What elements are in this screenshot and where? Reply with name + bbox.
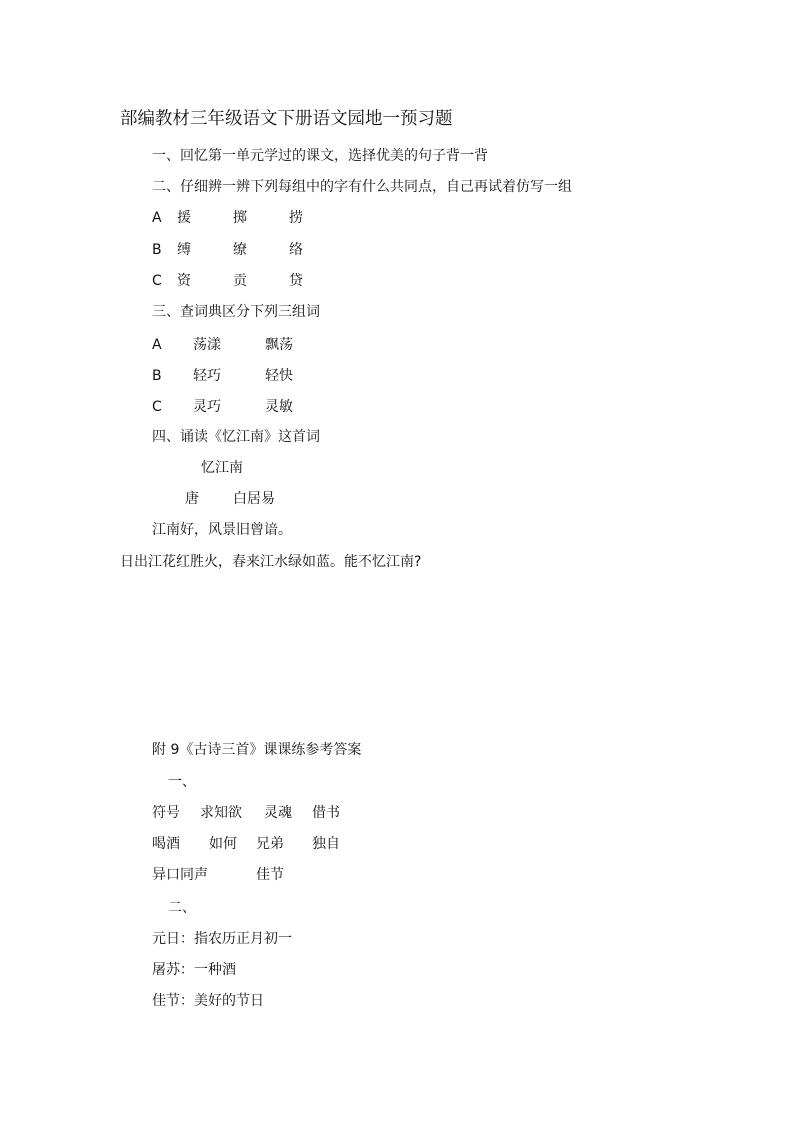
- poem-line-1: 江南好，风景旧曾谙。: [152, 522, 292, 538]
- answer-word: 灵魂: [264, 805, 292, 821]
- question-3-prompt: 三、查词典区分下列三组词: [152, 304, 320, 320]
- character: 络: [289, 242, 303, 258]
- question-4-prompt: 四、诵读《忆江南》这首词: [152, 429, 320, 445]
- character: 贡: [233, 273, 247, 289]
- question-1: 一、回忆第一单元学过的课文，选择优美的句子背一背: [152, 148, 488, 164]
- character: 缚: [177, 242, 191, 258]
- row-label: B: [152, 242, 162, 258]
- word: 轻快: [265, 368, 293, 384]
- row-label: C: [152, 399, 162, 415]
- page-title: 部编教材三年级语文下册语文园地一预习题: [120, 109, 453, 129]
- answer-definition: 屠苏：一种酒: [152, 962, 236, 978]
- answer-definition: 佳节：美好的节日: [152, 993, 264, 1009]
- row-label: A: [152, 337, 162, 353]
- poem-author: 白居易: [233, 491, 275, 507]
- row-label: C: [152, 273, 162, 289]
- word: 灵巧: [193, 399, 221, 415]
- poem-line-2: 日出江花红胜火，春来江水绿如蓝。能不忆江南?: [120, 554, 422, 570]
- character: 掷: [233, 210, 247, 226]
- answer-word: 符号: [152, 805, 180, 821]
- character: 资: [177, 273, 191, 289]
- answer-word: 独自: [312, 836, 340, 852]
- question-2-prompt: 二、仔细辨一辨下列每组中的字有什么共同点，自己再试着仿写一组: [152, 179, 572, 195]
- word: 轻巧: [193, 368, 221, 384]
- poem-dynasty: 唐: [185, 491, 199, 507]
- answer-definition: 元日：指农历正月初一: [152, 931, 292, 947]
- character: 贷: [289, 273, 303, 289]
- answers-heading: 附 9《古诗三首》课课练参考答案: [152, 742, 362, 758]
- word: 飘荡: [265, 337, 293, 353]
- answer-word: 求知欲: [200, 805, 242, 821]
- word: 灵敏: [265, 399, 293, 415]
- row-label: B: [152, 368, 162, 384]
- poem-title: 忆江南: [201, 460, 243, 476]
- answers-part-1-label: 一、: [168, 774, 196, 790]
- row-label: A: [152, 210, 162, 226]
- answer-word: 佳节: [256, 867, 284, 883]
- answer-word: 借书: [312, 805, 340, 821]
- character: 缭: [233, 242, 247, 258]
- word: 荡漾: [193, 337, 221, 353]
- answer-word: 喝酒: [152, 836, 180, 852]
- character: 援: [177, 210, 191, 226]
- answer-word: 兄弟: [256, 836, 284, 852]
- answer-word: 如何: [209, 836, 237, 852]
- answer-word: 异口同声: [152, 867, 208, 883]
- answers-part-2-label: 二、: [168, 900, 196, 916]
- character: 捞: [289, 210, 303, 226]
